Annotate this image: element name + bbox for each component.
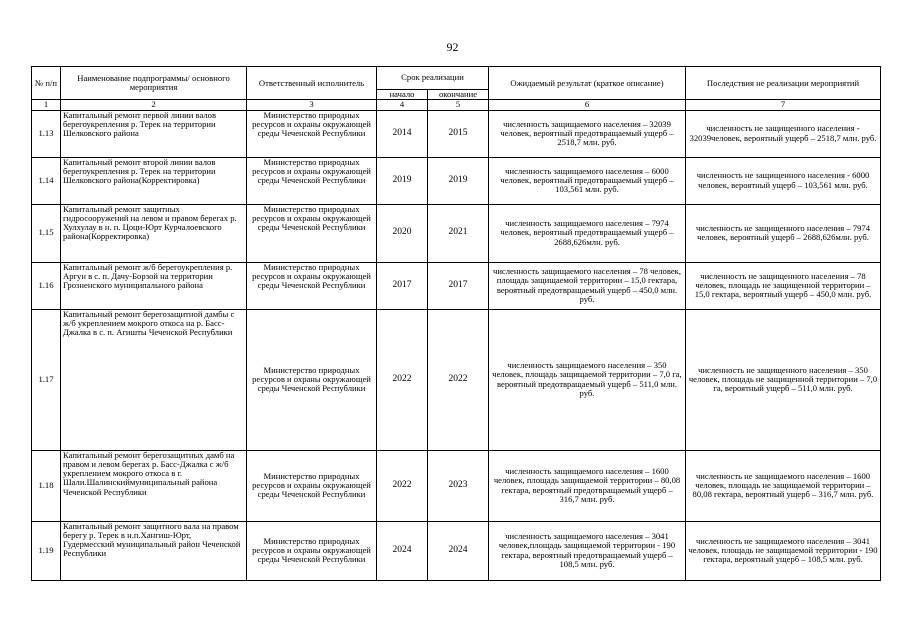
start-year: 2024	[377, 521, 428, 580]
row-number: 1.16	[32, 262, 61, 309]
expected-result: численность защищаемого населения – 7974 человек, вероятный предотвращаемый ущерб –2688,626млн. руб.	[489, 204, 686, 262]
executor: Министерство природных ресурсов и охраны окружающей среды Чеченской Республики	[247, 521, 377, 580]
end-year: 2023	[428, 450, 489, 521]
executor: Министерство природных ресурсов и охраны окружающей среды Чеченской Республики	[247, 110, 377, 157]
executor: Министерство природных ресурсов и охраны окружающей среды Чеченской Республики	[247, 157, 377, 204]
end-year: 2024	[428, 521, 489, 580]
measure-name: Капитальный ремонт защитного вала на правом берегу р. Терек в н.п.Хангиш-Юрт, Гудермесский муниципальный район Чеченской Республики	[61, 521, 247, 580]
header-executor: Ответственный исполнитель	[247, 67, 377, 100]
measure-name: Капитальный ремонт защитных гидросооружений на левом и правом берегах р. Хулхулау в н. п. Цоци-Юрт Курчалоевского района(Корректировка)	[61, 204, 247, 262]
header-start: начало	[377, 90, 428, 100]
start-year: 2017	[377, 262, 428, 309]
end-year: 2019	[428, 157, 489, 204]
end-year: 2015	[428, 110, 489, 157]
consequences: численность не защищаемого населения – 1600 человек, площадь не защищаемой территории – 80,08 гектара, вероятный ущерб – 316,7 млн. руб.	[686, 450, 881, 521]
header-result: Ожидаемый результат (краткое описание)	[489, 67, 686, 100]
column-index: 2	[61, 100, 247, 110]
expected-result: численность защищаемого населения – 6000 человек, вероятный предотвращаемый ущерб – 103,561 млн. руб.	[489, 157, 686, 204]
start-year: 2022	[377, 450, 428, 521]
consequences: численность не защищенного населения – 350 человек, площадь не защищенной территории – 7,0 га, вероятный ущерб – 511,0 млн. руб.	[686, 309, 881, 450]
column-index: 3	[247, 100, 377, 110]
start-year: 2022	[377, 309, 428, 450]
end-year: 2022	[428, 309, 489, 450]
row-number: 1.14	[32, 157, 61, 204]
row-number: 1.19	[32, 521, 61, 580]
header-consequences: Последствия не реализации мероприятий	[686, 67, 881, 100]
table-row	[32, 262, 881, 309]
start-year: 2020	[377, 204, 428, 262]
measure-name: Капитальный ремонт берегозащитной дамбы с ж/б укреплением мокрого откоса на р. Басс-Джалка в с. п. Агишты Чеченской Республики	[61, 309, 247, 450]
executor: Министерство природных ресурсов и охраны окружающей среды Чеченской Республики	[247, 204, 377, 262]
row-number: 1.17	[32, 309, 61, 450]
header-num: № п/п	[32, 67, 61, 100]
table-row	[32, 110, 881, 157]
consequences: численность не защищенного населения – 78 человек, площадь не защищенной территории – 15,0 гектара, вероятный ущерб – 450,0 млн. руб.	[686, 262, 881, 309]
expected-result: численность защищаемого населения – 1600 человек, площадь защищаемой территории – 80,08 гектара, вероятный предотвращаемый ущерб – 316,7 млн. руб.	[489, 450, 686, 521]
expected-result: численность защищаемого населения – 350 человек, площадь защищаемой территории – 7,0 га, вероятный предотвращаемый ущерб – 511,0 млн. руб.	[489, 309, 686, 450]
column-index-row	[32, 100, 881, 110]
measure-name: Капитальный ремонт ж/б берегоукрепления р. Аргун в с. п. Дачу-Борзой на территории Грозненского муниципального района	[61, 262, 247, 309]
column-index: 1	[32, 100, 61, 110]
table-row	[32, 204, 881, 262]
expected-result: численность защищаемого населения – 32039 человек, вероятный предотвращаемый ущерб – 2518,7 млн. руб.	[489, 110, 686, 157]
start-year: 2014	[377, 110, 428, 157]
measure-name: Капитальный ремонт второй линии валов берегоукрепления р. Терек на территории Шелковского района(Корректировка)	[61, 157, 247, 204]
table-row	[32, 521, 881, 580]
column-index: 4	[377, 100, 428, 110]
executor: Министерство природных ресурсов и охраны окружающей среды Чеченской Республики	[247, 262, 377, 309]
column-index: 7	[686, 100, 881, 110]
end-year: 2021	[428, 204, 489, 262]
consequences: численность не защищенного населения - 32039человек, вероятный ущерб – 2518,7 млн. руб.	[686, 110, 881, 157]
table-row	[32, 309, 881, 450]
table-row	[32, 450, 881, 521]
executor: Министерство природных ресурсов и охраны окружающей среды Чеченской Республики	[247, 309, 377, 450]
end-year: 2017	[428, 262, 489, 309]
column-index: 6	[489, 100, 686, 110]
consequences: численность не защищенного населения – 7974 человек, вероятный ущерб – 2688,626млн. руб.	[686, 204, 881, 262]
consequences: численность не защищаемого населения – 3041 человек, площадь не защищаемой территории - 190 гектара, вероятный ущерб – 108,5 млн. руб.	[686, 521, 881, 580]
measures-table	[31, 66, 881, 581]
expected-result: численность защищаемого населения – 3041 человек,площадь защищаемой территории - 190 гектара, вероятный предотвращаемый ущерб – 108,5 млн. руб.	[489, 521, 686, 580]
row-number: 1.18	[32, 450, 61, 521]
column-index: 5	[428, 100, 489, 110]
page-number: 92	[446, 40, 459, 54]
consequences: численность не защищенного населения - 6000 человек, вероятный ущерб – 103,561 млн. руб.	[686, 157, 881, 204]
row-number: 1.15	[32, 204, 61, 262]
measure-name: Капитальный ремонт берегозащитных дамб на правом и левом берегах р. Басс-Джалка с ж/б укреплением мокрого откоса в г. Шали.Шалинскиймуниципальный района Чеченской Республики	[61, 450, 247, 521]
executor: Министерство природных ресурсов и охраны окружающей среды Чеченской Республики	[247, 450, 377, 521]
header-end: окончание	[428, 90, 489, 100]
header-period: Срок реализации	[377, 67, 489, 90]
header-name: Наименование подпрограммы/ основного мероприятия	[61, 67, 247, 100]
table-row	[32, 157, 881, 204]
start-year: 2019	[377, 157, 428, 204]
row-number: 1.13	[32, 110, 61, 157]
expected-result: численность защищаемого населения – 78 человек, площадь защищаемой территории – 15,0 гектара, вероятный предотвращаемый ущерб – 450,0 млн. руб.	[489, 262, 686, 309]
measure-name: Капитальный ремонт первой линии валов берегоукрепления р. Терек на территории Шелковского района	[61, 110, 247, 157]
